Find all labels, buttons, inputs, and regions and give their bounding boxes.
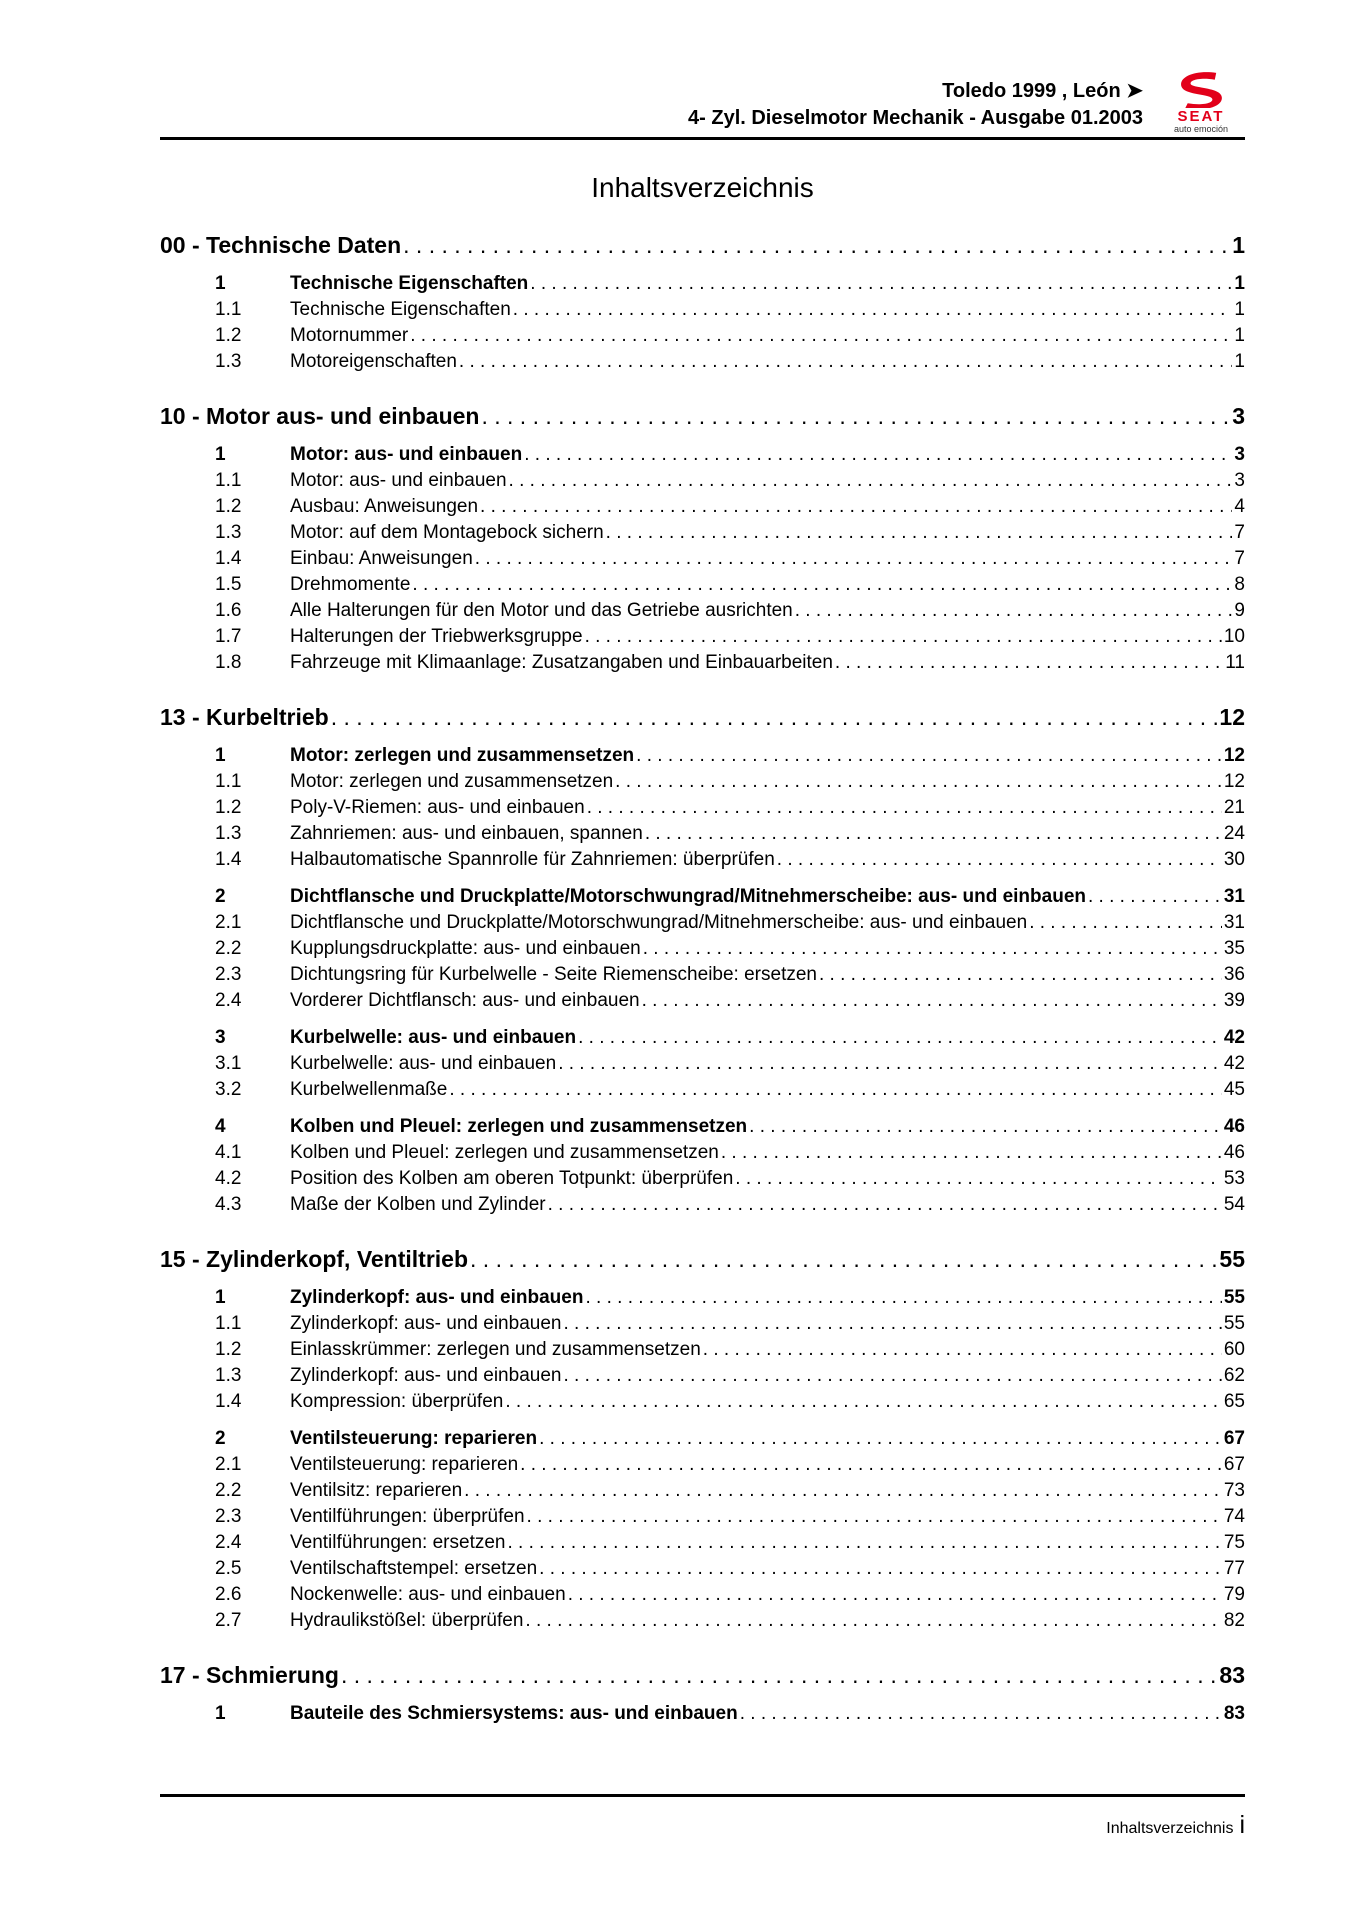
footer-page-number: i bbox=[1239, 1811, 1245, 1839]
toc-entry bbox=[160, 1582, 1245, 1608]
dot-leader bbox=[505, 1389, 1222, 1415]
table-of-contents bbox=[160, 230, 1245, 1727]
dot-leader bbox=[524, 442, 1232, 468]
entry-page-number: 3 bbox=[1234, 470, 1245, 491]
entry-number: 2.2 bbox=[215, 1480, 242, 1501]
dot-leader bbox=[563, 1363, 1221, 1389]
entry-number: 1.2 bbox=[215, 1339, 242, 1360]
toc-section-heading bbox=[160, 1244, 1245, 1274]
entry-page-number: 82 bbox=[1223, 1610, 1245, 1631]
section-title: 13 - Kurbeltrieb bbox=[160, 704, 329, 730]
dot-leader bbox=[527, 1504, 1222, 1530]
dot-leader bbox=[464, 1478, 1222, 1504]
entry-page-number: 55 bbox=[1223, 1313, 1245, 1334]
entry-title: Motornummer bbox=[290, 325, 409, 346]
entry-title: Kolben und Pleuel: zerlegen und zusammensetzen bbox=[290, 1116, 748, 1137]
entry-page-number: 46 bbox=[1223, 1142, 1245, 1163]
toc-section-heading bbox=[160, 401, 1245, 431]
entry-page-number: 1 bbox=[1234, 325, 1245, 346]
toc-entry bbox=[160, 546, 1245, 572]
dot-leader bbox=[587, 795, 1222, 821]
entry-title: Einlasskrümmer: zerlegen und zusammensetzen bbox=[290, 1339, 701, 1360]
toc-entry bbox=[160, 743, 1245, 769]
dot-leader bbox=[508, 1530, 1222, 1556]
dot-leader bbox=[520, 1452, 1222, 1478]
entry-page-number: 75 bbox=[1223, 1532, 1245, 1553]
dot-leader bbox=[636, 743, 1222, 769]
entry-number: 2.2 bbox=[215, 938, 242, 959]
toc-entry bbox=[160, 962, 1245, 988]
entry-title: Fahrzeuge mit Klimaanlage: Zusatzangaben und Einbauarbeiten bbox=[290, 652, 833, 673]
entry-number: 1.3 bbox=[215, 1365, 242, 1386]
dot-leader bbox=[341, 1660, 1217, 1690]
entry-title: Position des Kolben am oberen Totpunkt: überprüfen bbox=[290, 1168, 734, 1189]
entry-number: 2.6 bbox=[215, 1584, 242, 1605]
toc-section bbox=[160, 1660, 1245, 1727]
entry-title: Vorderer Dichtflansch: aus- und einbauen bbox=[290, 990, 640, 1011]
toc-entry bbox=[160, 1285, 1245, 1311]
dot-leader bbox=[459, 349, 1233, 375]
toc-entry bbox=[160, 1426, 1245, 1452]
entry-number: 2.4 bbox=[215, 990, 242, 1011]
entry-number: 1.1 bbox=[215, 299, 242, 320]
entry-number: 2.3 bbox=[215, 964, 242, 985]
entry-page-number: 65 bbox=[1223, 1391, 1245, 1412]
toc-entry bbox=[160, 271, 1245, 297]
entry-number: 4 bbox=[215, 1116, 226, 1137]
entry-title: Kurbelwellenmaße bbox=[290, 1079, 448, 1100]
entry-title: Bauteile des Schmiersystems: aus- und einbauen bbox=[290, 1703, 738, 1724]
dot-leader bbox=[470, 1244, 1217, 1274]
entry-title: Einbau: Anweisungen bbox=[290, 548, 473, 569]
toc-entry bbox=[160, 1140, 1245, 1166]
entry-page-number: 30 bbox=[1223, 849, 1245, 870]
section-title: 10 - Motor aus- und einbauen bbox=[160, 403, 480, 429]
entry-title: Zylinderkopf: aus- und einbauen bbox=[290, 1313, 562, 1334]
entry-number: 1.1 bbox=[215, 1313, 242, 1334]
entry-title: Zylinderkopf: aus- und einbauen bbox=[290, 1365, 562, 1386]
entry-number: 2 bbox=[215, 1428, 226, 1449]
entry-page-number: 10 bbox=[1223, 626, 1245, 647]
entry-title: Technische Eigenschaften bbox=[290, 273, 529, 294]
toc-entry bbox=[160, 442, 1245, 468]
entry-title: Ventilführungen: ersetzen bbox=[290, 1532, 506, 1553]
entry-page-number: 53 bbox=[1223, 1168, 1245, 1189]
footer-text bbox=[160, 1811, 1245, 1840]
toc-entry bbox=[160, 1363, 1245, 1389]
page-header bbox=[160, 70, 1245, 134]
entry-number: 1.7 bbox=[215, 626, 242, 647]
section-title: 17 - Schmierung bbox=[160, 1662, 339, 1688]
entry-title: Ausbau: Anweisungen bbox=[290, 496, 479, 517]
dot-leader bbox=[481, 401, 1230, 431]
toc-entry bbox=[160, 572, 1245, 598]
toc-entry bbox=[160, 769, 1245, 795]
dot-leader bbox=[749, 1114, 1222, 1140]
entry-title: Ventilsitz: reparieren bbox=[290, 1480, 463, 1501]
toc-entry bbox=[160, 1051, 1245, 1077]
section-page-number: 3 bbox=[1232, 403, 1245, 429]
entry-number: 4.2 bbox=[215, 1168, 242, 1189]
toc-entry bbox=[160, 1389, 1245, 1415]
entry-page-number: 12 bbox=[1223, 771, 1245, 792]
entry-number: 1.2 bbox=[215, 496, 242, 517]
toc-entry bbox=[160, 1530, 1245, 1556]
dot-leader bbox=[539, 1556, 1222, 1582]
seat-tagline: auto emoción bbox=[1173, 124, 1229, 134]
entry-number: 1 bbox=[215, 1703, 226, 1724]
toc-entry bbox=[160, 1452, 1245, 1478]
dot-leader bbox=[331, 702, 1218, 732]
entry-number: 4.1 bbox=[215, 1142, 242, 1163]
entry-page-number: 36 bbox=[1223, 964, 1245, 985]
entry-number: 2.1 bbox=[215, 912, 242, 933]
dot-leader bbox=[703, 1337, 1222, 1363]
footer-divider bbox=[160, 1794, 1245, 1797]
toc-entry bbox=[160, 297, 1245, 323]
dot-leader bbox=[530, 271, 1232, 297]
entry-page-number: 1 bbox=[1234, 299, 1245, 320]
entry-title: Poly-V-Riemen: aus- und einbauen bbox=[290, 797, 585, 818]
entry-title: Zahnriemen: aus- und einbauen, spannen bbox=[290, 823, 643, 844]
entry-number: 2.1 bbox=[215, 1454, 242, 1475]
entry-page-number: 1 bbox=[1234, 273, 1245, 294]
toc-entry bbox=[160, 988, 1245, 1014]
entry-title: Kurbelwelle: aus- und einbauen bbox=[290, 1027, 577, 1048]
header-divider bbox=[160, 137, 1245, 140]
toc-entry bbox=[160, 1192, 1245, 1218]
section-page-number: 55 bbox=[1219, 1246, 1245, 1272]
toc-section bbox=[160, 230, 1245, 375]
toc-entry bbox=[160, 1114, 1245, 1140]
entry-page-number: 55 bbox=[1223, 1287, 1245, 1308]
entry-number: 1.4 bbox=[215, 849, 242, 870]
entry-number: 2.7 bbox=[215, 1610, 242, 1631]
entry-number: 1.1 bbox=[215, 771, 242, 792]
dot-leader bbox=[585, 624, 1222, 650]
dot-leader bbox=[509, 468, 1233, 494]
dot-leader bbox=[558, 1051, 1222, 1077]
entry-page-number: 21 bbox=[1223, 797, 1245, 818]
toc-entry bbox=[160, 323, 1245, 349]
entry-title: Halbautomatische Spannrolle für Zahnriemen: überprüfen bbox=[290, 849, 775, 870]
dot-leader bbox=[403, 230, 1230, 260]
entry-page-number: 77 bbox=[1223, 1558, 1245, 1579]
toc-entry bbox=[160, 468, 1245, 494]
header-edition-line: 4- Zyl. Dieselmotor Mechanik - Ausgabe 01.2003 bbox=[688, 107, 1143, 129]
entry-title: Dichtflansche und Druckplatte/Motorschwungrad/Mitnehmerscheibe: aus- und einbauen bbox=[290, 886, 1086, 907]
dot-leader bbox=[735, 1166, 1222, 1192]
entry-page-number: 9 bbox=[1234, 600, 1245, 621]
entry-number: 1.2 bbox=[215, 797, 242, 818]
toc-section-heading bbox=[160, 702, 1245, 732]
entry-number: 1 bbox=[215, 444, 226, 465]
toc-entry bbox=[160, 1478, 1245, 1504]
entry-number: 2.5 bbox=[215, 1558, 242, 1579]
entry-title: Dichtungsring für Kurbelwelle - Seite Riemenscheibe: ersetzen bbox=[290, 964, 817, 985]
entry-page-number: 3 bbox=[1234, 444, 1245, 465]
toc-entry bbox=[160, 936, 1245, 962]
toc-entry bbox=[160, 349, 1245, 375]
entry-page-number: 67 bbox=[1223, 1454, 1245, 1475]
entry-page-number: 31 bbox=[1223, 886, 1245, 907]
toc-entry bbox=[160, 1701, 1245, 1727]
entry-number: 1.4 bbox=[215, 548, 242, 569]
entry-number: 2.3 bbox=[215, 1506, 242, 1527]
entry-page-number: 39 bbox=[1223, 990, 1245, 1011]
entry-number: 3.1 bbox=[215, 1053, 242, 1074]
entry-number: 1.8 bbox=[215, 652, 242, 673]
entry-page-number: 8 bbox=[1234, 574, 1245, 595]
seat-s-icon bbox=[1157, 70, 1245, 108]
toc-entry bbox=[160, 1311, 1245, 1337]
entry-page-number: 7 bbox=[1234, 522, 1245, 543]
entry-number: 1.3 bbox=[215, 823, 242, 844]
footer-label: Inhaltsverzeichnis bbox=[1106, 1820, 1234, 1837]
entry-title: Ventilführungen: überprüfen bbox=[290, 1506, 525, 1527]
entry-number: 3.2 bbox=[215, 1079, 242, 1100]
dot-leader bbox=[642, 988, 1222, 1014]
entry-title: Maße der Kolben und Zylinder bbox=[290, 1194, 546, 1215]
entry-title: Motor: aus- und einbauen bbox=[290, 444, 523, 465]
toc-entry bbox=[160, 598, 1245, 624]
entry-page-number: 4 bbox=[1234, 496, 1245, 517]
entry-page-number: 62 bbox=[1223, 1365, 1245, 1386]
header-model-line: Toledo 1999 , León ➤ bbox=[942, 80, 1143, 102]
toc-section bbox=[160, 702, 1245, 1218]
section-title: 00 - Technische Daten bbox=[160, 232, 402, 258]
dot-leader bbox=[740, 1701, 1222, 1727]
toc-entry bbox=[160, 1025, 1245, 1051]
header-text-block bbox=[688, 78, 1143, 134]
entry-page-number: 42 bbox=[1223, 1027, 1245, 1048]
dot-leader bbox=[777, 847, 1222, 873]
entry-page-number: 54 bbox=[1223, 1194, 1245, 1215]
toc-section bbox=[160, 401, 1245, 676]
dot-leader bbox=[1029, 910, 1222, 936]
entry-title: Dichtflansche und Druckplatte/Motorschwungrad/Mitnehmerscheibe: aus- und einbauen bbox=[290, 912, 1028, 933]
entry-number: 1 bbox=[215, 745, 226, 766]
entry-page-number: 67 bbox=[1223, 1428, 1245, 1449]
entry-page-number: 73 bbox=[1223, 1480, 1245, 1501]
dot-leader bbox=[410, 323, 1232, 349]
entry-page-number: 45 bbox=[1223, 1079, 1245, 1100]
dot-leader bbox=[606, 520, 1233, 546]
toc-entry bbox=[160, 650, 1245, 676]
dot-leader bbox=[643, 936, 1222, 962]
dot-leader bbox=[795, 598, 1233, 624]
toc-entry bbox=[160, 1337, 1245, 1363]
entry-page-number: 1 bbox=[1234, 351, 1245, 372]
toc-entry bbox=[160, 1077, 1245, 1103]
toc-entry bbox=[160, 847, 1245, 873]
entry-page-number: 7 bbox=[1234, 548, 1245, 569]
section-page-number: 12 bbox=[1219, 704, 1245, 730]
dot-leader bbox=[412, 572, 1232, 598]
dot-leader bbox=[819, 962, 1222, 988]
dot-leader bbox=[835, 650, 1223, 676]
toc-entry bbox=[160, 1166, 1245, 1192]
entry-number: 1.3 bbox=[215, 351, 242, 372]
page-footer bbox=[160, 1794, 1245, 1840]
toc-section-heading bbox=[160, 230, 1245, 260]
dot-leader bbox=[1088, 884, 1222, 910]
entry-title: Kolben und Pleuel: zerlegen und zusammensetzen bbox=[290, 1142, 719, 1163]
seat-logo bbox=[1157, 70, 1245, 134]
entry-title: Ventilsteuerung: reparieren bbox=[290, 1428, 538, 1449]
entry-number: 1.6 bbox=[215, 600, 242, 621]
dot-leader bbox=[525, 1608, 1221, 1634]
dot-leader bbox=[449, 1077, 1222, 1103]
entry-page-number: 74 bbox=[1223, 1506, 1245, 1527]
page-title: Inhaltsverzeichnis bbox=[591, 172, 814, 203]
entry-page-number: 60 bbox=[1223, 1339, 1245, 1360]
toc-entry bbox=[160, 624, 1245, 650]
entry-title: Motoreigenschaften bbox=[290, 351, 457, 372]
entry-page-number: 12 bbox=[1223, 745, 1245, 766]
entry-number: 1 bbox=[215, 1287, 226, 1308]
entry-number: 3 bbox=[215, 1027, 226, 1048]
entry-title: Motor: zerlegen und zusammensetzen bbox=[290, 771, 614, 792]
entry-number: 4.3 bbox=[215, 1194, 242, 1215]
entry-page-number: 35 bbox=[1223, 938, 1245, 959]
entry-title: Kurbelwelle: aus- und einbauen bbox=[290, 1053, 557, 1074]
dot-leader bbox=[721, 1140, 1222, 1166]
dot-leader bbox=[568, 1582, 1222, 1608]
dot-leader bbox=[475, 546, 1233, 572]
entry-page-number: 83 bbox=[1223, 1703, 1245, 1724]
section-title: 15 - Zylinderkopf, Ventiltrieb bbox=[160, 1246, 469, 1272]
entry-title: Ventilsteuerung: reparieren bbox=[290, 1454, 519, 1475]
entry-number: 1.3 bbox=[215, 522, 242, 543]
toc-entry bbox=[160, 795, 1245, 821]
dot-leader bbox=[513, 297, 1233, 323]
entry-number: 1.1 bbox=[215, 470, 242, 491]
dot-leader bbox=[539, 1426, 1222, 1452]
entry-number: 1.2 bbox=[215, 325, 242, 346]
dot-leader bbox=[578, 1025, 1222, 1051]
section-page-number: 83 bbox=[1219, 1662, 1245, 1688]
entry-page-number: 24 bbox=[1223, 823, 1245, 844]
toc-entry bbox=[160, 520, 1245, 546]
entry-title: Hydraulikstößel: überprüfen bbox=[290, 1610, 524, 1631]
toc-entry bbox=[160, 494, 1245, 520]
dot-leader bbox=[645, 821, 1222, 847]
entry-page-number: 42 bbox=[1223, 1053, 1245, 1074]
toc-entry bbox=[160, 1556, 1245, 1582]
toc-entry bbox=[160, 821, 1245, 847]
toc-section bbox=[160, 1244, 1245, 1634]
entry-number: 1.5 bbox=[215, 574, 242, 595]
seat-wordmark: SEAT bbox=[1177, 108, 1225, 125]
entry-page-number: 46 bbox=[1223, 1116, 1245, 1137]
entry-page-number: 11 bbox=[1225, 652, 1245, 673]
toc-entry bbox=[160, 1504, 1245, 1530]
entry-title: Drehmomente bbox=[290, 574, 411, 595]
entry-number: 2.4 bbox=[215, 1532, 242, 1553]
entry-title: Alle Halterungen für den Motor und das Getriebe ausrichten bbox=[290, 600, 793, 621]
dot-leader bbox=[615, 769, 1222, 795]
entry-title: Nockenwelle: aus- und einbauen bbox=[290, 1584, 566, 1605]
dot-leader bbox=[548, 1192, 1222, 1218]
entry-title: Kupplungsdruckplatte: aus- und einbauen bbox=[290, 938, 641, 959]
section-page-number: 1 bbox=[1232, 232, 1245, 258]
entry-title: Kompression: überprüfen bbox=[290, 1391, 504, 1412]
toc-entry bbox=[160, 910, 1245, 936]
toc-entry bbox=[160, 1608, 1245, 1634]
entry-page-number: 31 bbox=[1223, 912, 1245, 933]
entry-title: Ventilschaftstempel: ersetzen bbox=[290, 1558, 538, 1579]
entry-title: Motor: zerlegen und zusammensetzen bbox=[290, 745, 635, 766]
entry-title: Motor: auf dem Montagebock sichern bbox=[290, 522, 604, 543]
dot-leader bbox=[480, 494, 1232, 520]
entry-title: Technische Eigenschaften bbox=[290, 299, 511, 320]
entry-number: 2 bbox=[215, 886, 226, 907]
toc-entry bbox=[160, 884, 1245, 910]
toc-section-heading bbox=[160, 1660, 1245, 1690]
entry-title: Zylinderkopf: aus- und einbauen bbox=[290, 1287, 584, 1308]
entry-number: 1.4 bbox=[215, 1391, 242, 1412]
dot-leader bbox=[563, 1311, 1221, 1337]
entry-title: Motor: aus- und einbauen bbox=[290, 470, 507, 491]
entry-title: Halterungen der Triebwerksgruppe bbox=[290, 626, 583, 647]
entry-page-number: 79 bbox=[1223, 1584, 1245, 1605]
dot-leader bbox=[585, 1285, 1221, 1311]
entry-number: 1 bbox=[215, 273, 226, 294]
